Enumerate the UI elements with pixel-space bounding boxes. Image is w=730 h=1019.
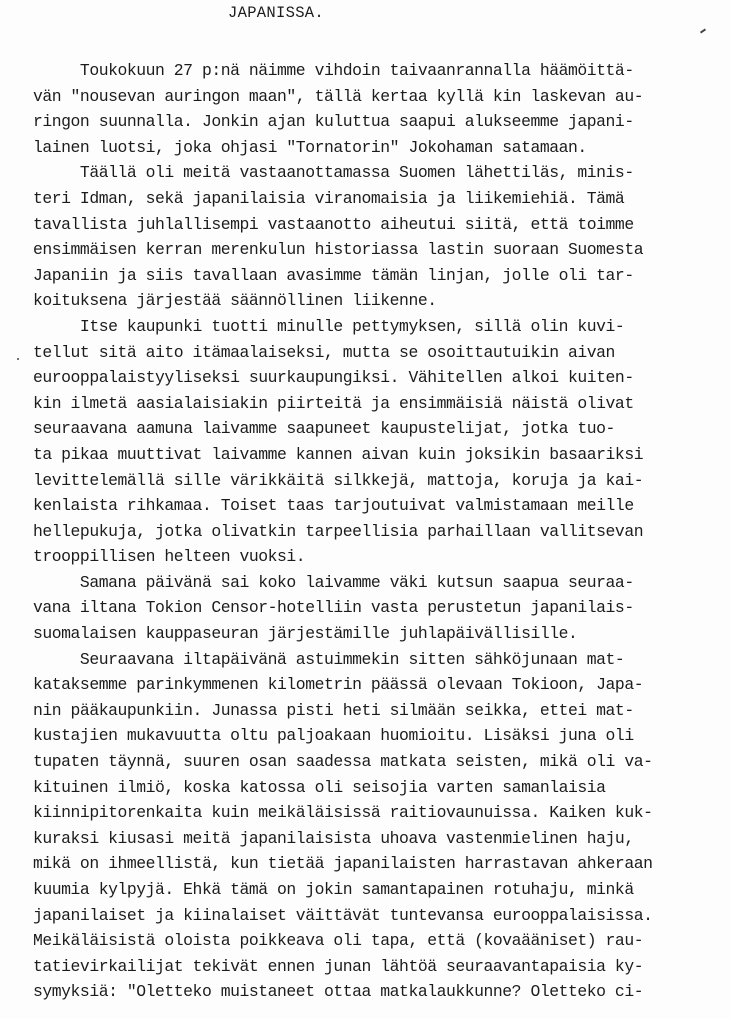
text-line: trooppillisen helteen vuoksi. bbox=[33, 547, 306, 567]
text-line: tellut sitä aito itämaalaiseksi, mutta se osoittautuikin aivan bbox=[33, 342, 615, 362]
text-line: symyksiä: "Oletteko muistaneet ottaa matkalaukkunne? Oletteko ci- bbox=[33, 982, 644, 1002]
text-line: vän "nousevan auringon maan", tällä kertaa kyllä kin laskevan au- bbox=[33, 86, 644, 106]
text-line: kiinnipitorenkaita kuin meikäläisissä raitiovaunuissa. Kaiken kuk- bbox=[33, 803, 653, 823]
text-line: kituinen ilmiö, koska katossa oli seisojia varten samanlaisia bbox=[33, 777, 606, 797]
text-line: hellepukuja, jotka olivatkin tarpeellisia parhaillaan vallitsevan bbox=[33, 521, 644, 541]
text-line: koituksena järjestää säännöllinen liikenne. bbox=[33, 291, 437, 311]
text-line: tupaten täynnä, suuren osan saadessa matkata seisten, mikä oli va- bbox=[33, 752, 653, 772]
text-line: ensimmäisen kerran merenkulun historiassa lastin suoraan Suomesta bbox=[33, 240, 644, 260]
text-line: tavallista juhlallisempi vastaanotto aiheutui siitä, että toimme bbox=[33, 214, 634, 234]
page-title: JAPANISSA. bbox=[228, 4, 325, 22]
text-line: nin pääkaupunkiin. Junassa pisti heti silmään seikka, ettei mat- bbox=[33, 700, 634, 720]
body-text bbox=[33, 58, 723, 1005]
text-line: teri Idman, sekä japanilaisia viranomaisia ja liikemiehiä. Tämä bbox=[33, 188, 625, 208]
text-line: seuraavana aamuna laivamme saapuneet kaupustelijat, jotka tuo- bbox=[33, 419, 615, 439]
text-line: eurooppalaistyyliseksi suurkaupungiksi. Vähitellen alkoi kuiten- bbox=[33, 368, 634, 388]
text-line: Seuraavana iltapäivänä astuimmekin sitten sähköjunaan mat- bbox=[33, 649, 625, 669]
text-line: kuumia kylpyjä. Ehkä tämä on jokin samantapainen rotuhaju, minkä bbox=[33, 880, 634, 899]
text-line: Japaniin ja siis tavallaan avasimme tämän linjan, jolle oli tar- bbox=[33, 265, 634, 285]
stray-pen-mark bbox=[700, 28, 706, 33]
text-line: kustajien mukavuutta oltu paljoakaan huomioitu. Lisäksi juna oli bbox=[33, 726, 634, 746]
text-line: kin ilmetä aasialaisiakin piirteitä ja ensimmäisiä näistä olivat bbox=[33, 393, 634, 413]
text-line: Samana päivänä sai koko laivamme väki kutsun saapua seuraa- bbox=[33, 572, 634, 592]
text-line: vana iltana Tokion Censor-hotelliin vasta perustetun japanilais- bbox=[33, 598, 634, 618]
text-line: japanilaiset ja kiinalaiset väittävät tuntevansa eurooppalaisissa. bbox=[33, 905, 653, 925]
text-line: Meikäläisistä oloista poikkeava oli tapa, että (kovaääniset) rau- bbox=[33, 931, 644, 951]
text-line: kuraksi kiusasi meitä japanilaisista uhoava vastenmielinen haju, bbox=[33, 828, 634, 848]
text-line: ta pikaa muuttivat laivamme kannen aivan kuin joksikin basaariksi bbox=[33, 444, 644, 464]
stray-dot-mark bbox=[17, 358, 19, 360]
text-line: tatievirkailijat tekivät ennen junan lähtöä seuraavantapaisia ky- bbox=[33, 956, 644, 976]
text-line: mikä on ihmeellistä, kun tietää japanilaisten harrastavan ahkeraan bbox=[33, 854, 653, 874]
text-line: kenlaista rihkamaa. Toiset taas tarjoutuivat valmistamaan meille bbox=[33, 496, 634, 516]
text-line: Toukokuun 27 p:nä näimme vihdoin taivaanrannalla häämöittä- bbox=[33, 61, 634, 80]
text-line: kataksemme parinkymmenen kilometrin päässä olevaan Tokioon, Japa- bbox=[33, 675, 644, 695]
text-line: ringon suunnalla. Jonkin ajan kuluttua saapui alukseemme japani- bbox=[33, 112, 634, 132]
text-line: Täällä oli meitä vastaanottamassa Suomen lähettiläs, minis- bbox=[33, 163, 634, 183]
text-line: levittelemällä sille värikkäitä silkkejä, mattoja, koruja ja kai- bbox=[33, 470, 644, 490]
text-line: Itse kaupunki tuotti minulle pettymyksen, sillä olin kuvi- bbox=[33, 316, 625, 336]
text-line: suomalaisen kauppaseuran järjestämille juhlapäivällisille. bbox=[33, 624, 578, 644]
text-line: lainen luotsi, joka ohjasi "Tornatorin" Jokohaman satamaan. bbox=[33, 137, 587, 157]
